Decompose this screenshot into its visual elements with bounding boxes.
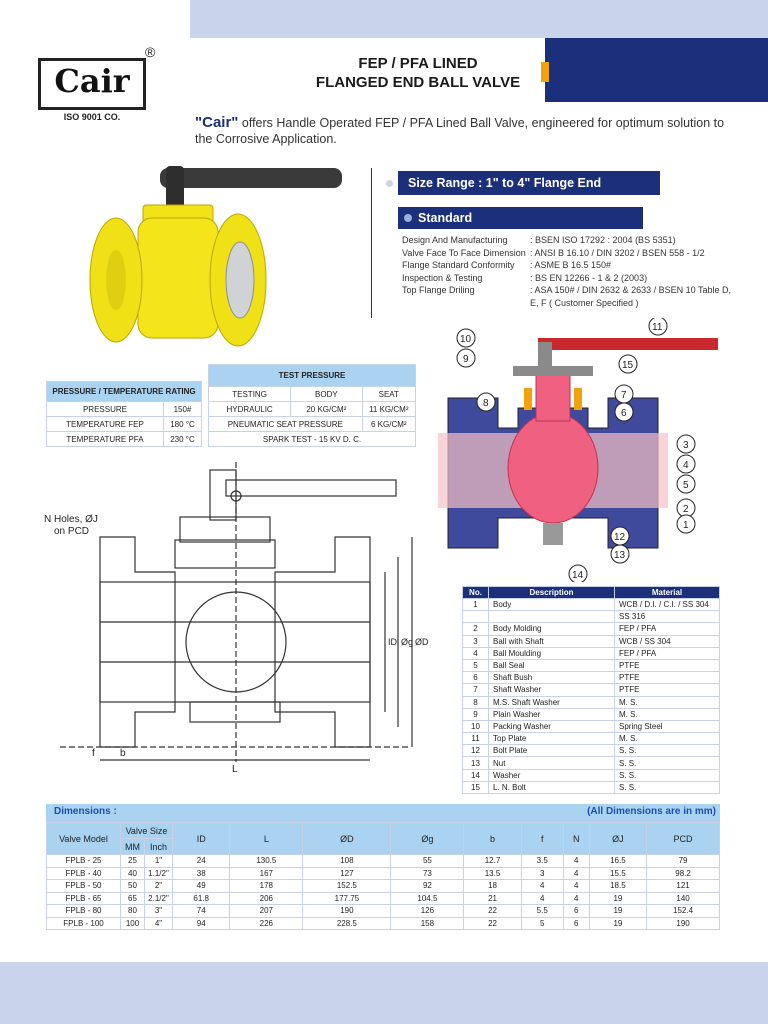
standard-row [402, 234, 732, 247]
table-cell: L. N. Bolt [489, 781, 615, 793]
table-cell: 152.4 [647, 905, 720, 918]
table-cell: 19 [589, 905, 646, 918]
standard-key: Design And Manufacturing [402, 235, 508, 245]
table-cell: 206 [230, 892, 303, 905]
table-cell: S. S. [615, 769, 720, 781]
bonnet-outline [175, 540, 275, 568]
table-cell: PTFE [615, 684, 720, 696]
table-cell: TEMPERATURE PFA [47, 432, 164, 447]
table-cell: Nut [489, 757, 615, 769]
table-cell: 104.5 [391, 892, 464, 905]
callout-5: 5 [683, 480, 689, 491]
table-cell: 55 [391, 855, 464, 868]
table-cell: 3 [463, 635, 489, 647]
table-cell: SPARK TEST - 15 KV D. C. [209, 432, 416, 447]
column-header: BODY [291, 387, 362, 402]
table-row [463, 696, 720, 708]
table-cell: WCB / SS 304 [615, 635, 720, 647]
table-cell: 178 [230, 880, 303, 893]
callout-11: 11 [652, 322, 663, 333]
table-row [463, 635, 720, 647]
table-cell: 25 [121, 855, 145, 868]
table-cell: FPLB - 50 [47, 880, 121, 893]
table-cell: 12.7 [464, 855, 521, 868]
table-cell: 7 [463, 684, 489, 696]
bullet-icon [386, 180, 393, 187]
L-label: L [232, 764, 238, 775]
table-cell: 5 [463, 659, 489, 671]
table-cell: 3" [145, 905, 173, 918]
table-cell: 14 [463, 769, 489, 781]
table-cell: FPLB - 80 [47, 905, 121, 918]
table-cell: FPLB - 25 [47, 855, 121, 868]
column-header: Material [615, 587, 720, 599]
table-row [47, 402, 202, 417]
table-cell: 98.2 [647, 867, 720, 880]
column-header: MM [121, 839, 145, 855]
table-cell: 94 [173, 917, 230, 930]
table-row [463, 647, 720, 659]
table-row [47, 880, 720, 893]
table-row [463, 769, 720, 781]
callout-10: 10 [460, 334, 472, 345]
column-header: L [230, 823, 303, 855]
dimensions-note: (All Dimensions are in mm) [587, 806, 716, 817]
title-line-1: FEP / PFA LINED [358, 55, 478, 72]
table-cell: 100 [121, 917, 145, 930]
intro-body: offers Handle Operated FEP / PFA Lined Ball Valve, engineered for optimum solution to the Corrosive Application. [195, 116, 725, 146]
table-cell: Shaft Washer [489, 684, 615, 696]
column-header: ØD [303, 823, 391, 855]
table-cell: 4 [563, 892, 589, 905]
table-cell: 16.5 [589, 855, 646, 868]
valve-body [138, 218, 218, 338]
callout-2: 2 [683, 504, 689, 515]
pressure-rating-table [46, 381, 202, 447]
table-cell: M. S. [615, 733, 720, 745]
parts-table [462, 586, 720, 794]
standard-value: : ANSI B 16.10 / DIN 3202 / BSEN 558 - 1/2 [530, 247, 705, 258]
standard-row [402, 247, 732, 260]
callout-12: 12 [614, 532, 626, 543]
table-cell: PNEUMATIC SEAT PRESSURE [209, 417, 363, 432]
bottom-outline [190, 702, 280, 722]
table-cell: 38 [173, 867, 230, 880]
table-cell: 140 [647, 892, 720, 905]
valve-handle [160, 168, 342, 188]
column-header: Description [489, 587, 615, 599]
Og-label: Øg [401, 637, 414, 647]
table-cell: 190 [647, 917, 720, 930]
table-row [47, 867, 720, 880]
standard-bar: Standard [398, 207, 643, 229]
table-row [463, 684, 720, 696]
dimensions-title: Dimensions : [54, 806, 117, 817]
OD-label: ØD [415, 637, 429, 647]
divider-line [371, 168, 372, 318]
table-cell: 108 [303, 855, 391, 868]
table-cell: FEP / PFA [615, 647, 720, 659]
table-row [463, 623, 720, 635]
table-row [47, 892, 720, 905]
table-row [463, 720, 720, 732]
lining-face [226, 242, 254, 318]
table-row [463, 745, 720, 757]
table-cell: 6 KG/CM² [362, 417, 415, 432]
callout-9: 9 [463, 354, 469, 365]
table-row [463, 611, 720, 623]
pressure-rating-title: PRESSURE / TEMPERATURE RATING [47, 382, 202, 402]
shaft-bush [524, 388, 532, 410]
table-cell: 5.5 [521, 905, 563, 918]
stem-outline [210, 470, 236, 520]
standard-key: Inspection & Testing [402, 272, 483, 283]
column-header: Inch [145, 839, 173, 855]
table-cell: 21 [464, 892, 521, 905]
table-row [47, 905, 720, 918]
table-cell: 74 [173, 905, 230, 918]
table-cell: 3 [521, 867, 563, 880]
table-cell: Ball with Shaft [489, 635, 615, 647]
table-row [463, 599, 720, 611]
column-header: ØJ [589, 823, 646, 855]
table-row [463, 757, 720, 769]
table-cell: 4 [563, 855, 589, 868]
table-cell: 19 [589, 917, 646, 930]
n-holes-label: N Holes, ØJ [44, 514, 98, 525]
table-cell: 4 [463, 647, 489, 659]
table-cell [489, 611, 615, 623]
table-cell: 92 [391, 880, 464, 893]
logo: Cair [54, 62, 130, 100]
table-cell: Body Molding [489, 623, 615, 635]
table-row [47, 417, 202, 432]
table-cell: Bolt Plate [489, 745, 615, 757]
table-cell: 11 [463, 733, 489, 745]
table-header-row [209, 387, 416, 402]
handle-red [538, 338, 718, 350]
table-cell: 158 [391, 917, 464, 930]
f-label: f [92, 748, 95, 759]
standard-value: : BSEN ISO 17292 : 2004 (BS 5351) [530, 235, 676, 245]
table-cell: M. S. [615, 708, 720, 720]
table-cell: 49 [173, 880, 230, 893]
column-header: b [464, 823, 521, 855]
table-cell: 9 [463, 708, 489, 720]
dimension-drawing [40, 462, 430, 802]
table-cell: 80 [121, 905, 145, 918]
table-cell: PTFE [615, 659, 720, 671]
table-cell: 226 [230, 917, 303, 930]
table-cell: Packing Washer [489, 720, 615, 732]
table-cell: M.S. Shaft Washer [489, 696, 615, 708]
sectional-view [438, 318, 728, 582]
size-range-bar: Size Range : 1" to 4" Flange End [398, 171, 660, 195]
table-cell: 10 [463, 720, 489, 732]
table-cell: 2.1/2" [145, 892, 173, 905]
table-cell: 2" [145, 880, 173, 893]
table-cell: 4 [563, 867, 589, 880]
table-cell: 12 [463, 745, 489, 757]
table-cell: 13.5 [464, 867, 521, 880]
table-cell: 228.5 [303, 917, 391, 930]
callout-8: 8 [483, 398, 489, 409]
table-cell: 13 [463, 757, 489, 769]
table-cell: Shaft Bush [489, 672, 615, 684]
table-cell: 61.8 [173, 892, 230, 905]
table-row [47, 855, 720, 868]
standard-value: : ASA 150# / DIN 2632 & 2633 / BSEN 10 Table D, E, F ( Customer Specified ) [530, 285, 731, 308]
table-row [47, 917, 720, 930]
table-cell: 15.5 [589, 867, 646, 880]
top-plate [513, 366, 593, 376]
table-cell: S. S. [615, 781, 720, 793]
table-cell: 180 °C [163, 417, 201, 432]
table-cell: SS 316 [615, 611, 720, 623]
table-cell: 4 [563, 880, 589, 893]
table-cell: 150# [163, 402, 201, 417]
table-cell: Body [489, 599, 615, 611]
table-cell: 4 [521, 892, 563, 905]
table-cell: 207 [230, 905, 303, 918]
standard-row [402, 259, 732, 272]
standard-value: : ASME B 16.5 150# [530, 260, 612, 270]
table-cell: Top Plate [489, 733, 615, 745]
standard-row [402, 272, 732, 285]
table-row [463, 781, 720, 793]
table-cell: 121 [647, 880, 720, 893]
column-header: Valve Model [47, 823, 121, 855]
callout-6: 6 [621, 408, 627, 419]
table-cell: 65 [121, 892, 145, 905]
callout-14: 14 [572, 570, 584, 581]
table-cell: 127 [303, 867, 391, 880]
column-header: No. [463, 587, 489, 599]
table-cell: Plain Washer [489, 708, 615, 720]
brand-name: "Cair" [195, 114, 239, 131]
callout-7: 7 [621, 390, 627, 401]
table-cell: PRESSURE [47, 402, 164, 417]
table-cell: 1.1/2" [145, 867, 173, 880]
table-cell [463, 611, 489, 623]
table-row [463, 672, 720, 684]
standard-row [402, 284, 732, 309]
column-header: Øg [391, 823, 464, 855]
table-cell: FPLB - 100 [47, 917, 121, 930]
column-header: f [521, 823, 563, 855]
table-cell: 152.5 [303, 880, 391, 893]
column-header: ID [173, 823, 230, 855]
table-cell: 1" [145, 855, 173, 868]
table-row [463, 708, 720, 720]
top-flange-outline [180, 517, 270, 542]
table-cell: 1 [463, 599, 489, 611]
table-cell: S. S. [615, 757, 720, 769]
column-header: Valve Size [121, 823, 173, 839]
title-line-2: FLANGED END BALL VALVE [315, 74, 521, 91]
table-cell: 50 [121, 880, 145, 893]
column-header: N [563, 823, 589, 855]
bottom-bolt [543, 523, 563, 545]
table-cell: 167 [230, 867, 303, 880]
table-cell: 230 °C [163, 432, 201, 447]
table-cell: 3.5 [521, 855, 563, 868]
standard-key: Valve Face To Face Dimension [402, 247, 526, 258]
header-bar [545, 38, 768, 102]
table-cell: Washer [489, 769, 615, 781]
table-cell: M. S. [615, 696, 720, 708]
table-cell: 126 [391, 905, 464, 918]
iso-label: ISO 9001 CO. [63, 112, 121, 122]
test-pressure-title: TEST PRESSURE [209, 365, 416, 387]
right-flange-outline [275, 537, 370, 747]
column-header: SEAT [362, 387, 415, 402]
table-cell: Spring Steel [615, 720, 720, 732]
table-cell: 177.75 [303, 892, 391, 905]
bottom-band [0, 962, 768, 1024]
test-pressure-table [208, 364, 416, 447]
table-cell: Ball Seal [489, 659, 615, 671]
standard-value: : BS EN 12266 - 1 & 2 (2003) [530, 272, 648, 283]
table-cell: HYDRAULIC [209, 402, 291, 417]
table-cell: 11 KG/CM² [362, 402, 415, 417]
table-cell: 22 [464, 917, 521, 930]
standard-key: Flange Standard Conformity [402, 260, 515, 270]
table-cell: TEMPERATURE FEP [47, 417, 164, 432]
handle-outline [226, 480, 396, 496]
table-cell: 4 [521, 880, 563, 893]
table-row [463, 659, 720, 671]
valve-photo [88, 160, 358, 360]
table-cell: PTFE [615, 672, 720, 684]
table-row [463, 733, 720, 745]
intro-text [195, 115, 735, 147]
table-cell: Ball Moulding [489, 647, 615, 659]
table-cell: WCB / D.I. / C.I. / SS 304 [615, 599, 720, 611]
table-cell: 15 [463, 781, 489, 793]
dimensions-table [46, 822, 720, 930]
table-row [209, 402, 416, 417]
registered-mark: ® [145, 44, 156, 60]
table-row [47, 432, 202, 447]
table-cell: 6 [463, 672, 489, 684]
stem-section [536, 373, 570, 421]
table-cell: 79 [647, 855, 720, 868]
table-cell: 6 [563, 917, 589, 930]
table-cell: 40 [121, 867, 145, 880]
callout-1: 1 [683, 520, 689, 531]
table-cell: 20 KG/CM² [291, 402, 362, 417]
header-accent [541, 62, 549, 82]
left-bore [106, 250, 126, 310]
on-pcd-label: on PCD [54, 526, 90, 537]
table-cell: 22 [464, 905, 521, 918]
table-cell: FPLB - 65 [47, 892, 121, 905]
table-cell: 24 [173, 855, 230, 868]
page-title [300, 54, 536, 92]
standard-key: Top Flange Driling [402, 285, 475, 295]
callout-4: 4 [683, 460, 689, 471]
callout-13: 13 [614, 550, 626, 561]
table-cell: FEP / PFA [615, 623, 720, 635]
table-cell: 4" [145, 917, 173, 930]
left-flange-outline [100, 537, 175, 747]
table-row [209, 417, 416, 432]
table-cell: 190 [303, 905, 391, 918]
shaft-bush [574, 388, 582, 410]
table-cell: FPLB - 40 [47, 867, 121, 880]
table-cell: 5 [521, 917, 563, 930]
table-cell: 18.5 [589, 880, 646, 893]
ball-section [508, 413, 598, 523]
table-cell: 8 [463, 696, 489, 708]
table-cell: 19 [589, 892, 646, 905]
body-outline [100, 582, 370, 702]
table-cell: 18 [464, 880, 521, 893]
callout-3: 3 [683, 440, 689, 451]
standard-list [402, 234, 732, 309]
table-cell: 6 [563, 905, 589, 918]
ID-label: ID [388, 637, 397, 647]
table-row [209, 432, 416, 447]
table-cell: 73 [391, 867, 464, 880]
column-header: TESTING [209, 387, 291, 402]
table-cell: S. S. [615, 745, 720, 757]
table-cell: 130.5 [230, 855, 303, 868]
column-header: PCD [647, 823, 720, 855]
table-cell: 2 [463, 623, 489, 635]
callout-15: 15 [622, 360, 634, 371]
bullet-icon [404, 214, 412, 222]
b-label: b [120, 748, 126, 759]
